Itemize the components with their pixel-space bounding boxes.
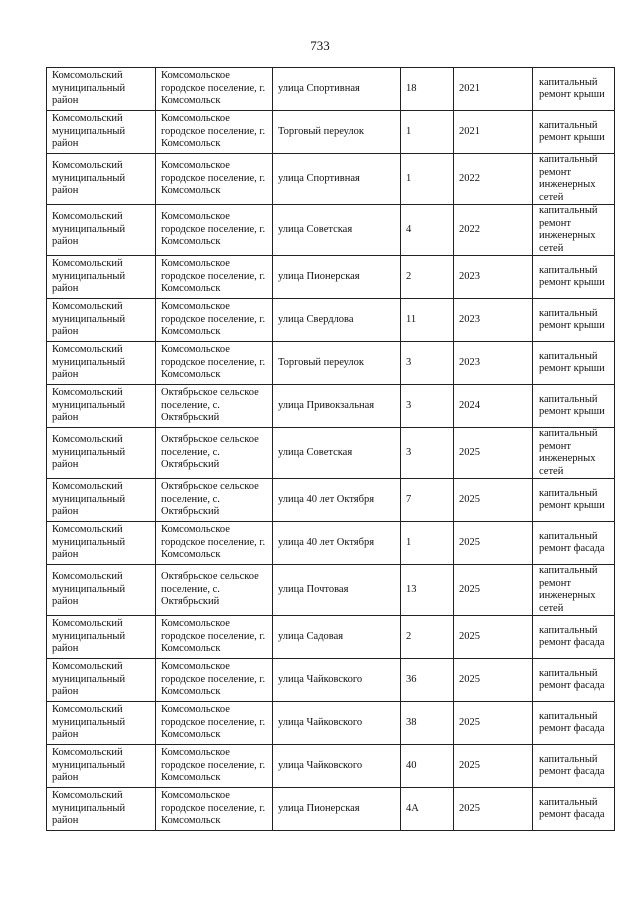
year-cell: 2023 [454, 342, 533, 385]
house-number-cell: 4 [401, 205, 454, 256]
settlement-cell: Комсомольское городское поселение, г. Комсомольск [156, 256, 273, 299]
district-cell: Комсомольский муниципальный район [47, 111, 156, 154]
work-type-cell: капитальный ремонт фасада [533, 702, 615, 745]
year-cell: 2025 [454, 745, 533, 788]
district-cell: Комсомольский муниципальный район [47, 522, 156, 565]
district-cell: Комсомольский муниципальный район [47, 565, 156, 616]
house-number-cell: 2 [401, 616, 454, 659]
street-cell: улица Чайковского [273, 702, 401, 745]
street-cell: улица 40 лет Октября [273, 479, 401, 522]
settlement-cell: Октябрьское сельское поселение, с. Октябрьский [156, 565, 273, 616]
work-type-cell: капитальный ремонт крыши [533, 299, 615, 342]
district-cell: Комсомольский муниципальный район [47, 479, 156, 522]
street-cell: улица Пионерская [273, 256, 401, 299]
table-row [47, 154, 615, 205]
year-cell: 2025 [454, 659, 533, 702]
district-cell: Комсомольский муниципальный район [47, 68, 156, 111]
table-row [47, 788, 615, 831]
street-cell: улица Чайковского [273, 659, 401, 702]
work-type-cell: капитальный ремонт крыши [533, 111, 615, 154]
settlement-cell: Октябрьское сельское поселение, с. Октябрьский [156, 428, 273, 479]
work-type-cell: капитальный ремонт крыши [533, 256, 615, 299]
work-type-cell: капитальный ремонт крыши [533, 479, 615, 522]
district-cell: Комсомольский муниципальный район [47, 616, 156, 659]
street-cell: улица Советская [273, 205, 401, 256]
year-cell: 2025 [454, 428, 533, 479]
year-cell: 2025 [454, 479, 533, 522]
settlement-cell: Комсомольское городское поселение, г. Комсомольск [156, 788, 273, 831]
settlement-cell: Комсомольское городское поселение, г. Комсомольск [156, 68, 273, 111]
work-type-cell: капитальный ремонт фасада [533, 745, 615, 788]
settlement-cell: Комсомольское городское поселение, г. Комсомольск [156, 702, 273, 745]
district-cell: Комсомольский муниципальный район [47, 342, 156, 385]
table-row [47, 565, 615, 616]
housing-repair-table [46, 67, 615, 831]
work-type-cell: капитальный ремонт крыши [533, 68, 615, 111]
work-type-cell: капитальный ремонт крыши [533, 385, 615, 428]
settlement-cell: Комсомольское городское поселение, г. Комсомольск [156, 299, 273, 342]
house-number-cell: 7 [401, 479, 454, 522]
house-number-cell: 13 [401, 565, 454, 616]
settlement-cell: Комсомольское городское поселение, г. Комсомольск [156, 205, 273, 256]
house-number-cell: 36 [401, 659, 454, 702]
work-type-cell: капитальный ремонт инженерных сетей [533, 428, 615, 479]
settlement-cell: Комсомольское городское поселение, г. Комсомольск [156, 522, 273, 565]
settlement-cell: Комсомольское городское поселение, г. Комсомольск [156, 659, 273, 702]
house-number-cell: 1 [401, 111, 454, 154]
table-row [47, 256, 615, 299]
work-type-cell: капитальный ремонт фасада [533, 616, 615, 659]
table-row [47, 702, 615, 745]
work-type-cell: капитальный ремонт инженерных сетей [533, 205, 615, 256]
table-row [47, 299, 615, 342]
house-number-cell: 11 [401, 299, 454, 342]
work-type-cell: капитальный ремонт фасада [533, 788, 615, 831]
year-cell: 2023 [454, 299, 533, 342]
district-cell: Комсомольский муниципальный район [47, 205, 156, 256]
settlement-cell: Октябрьское сельское поселение, с. Октябрьский [156, 479, 273, 522]
house-number-cell: 18 [401, 68, 454, 111]
house-number-cell: 3 [401, 342, 454, 385]
house-number-cell: 40 [401, 745, 454, 788]
street-cell: улица Спортивная [273, 68, 401, 111]
year-cell: 2021 [454, 111, 533, 154]
street-cell: Торговый переулок [273, 111, 401, 154]
house-number-cell: 38 [401, 702, 454, 745]
table-row [47, 659, 615, 702]
table-row [47, 111, 615, 154]
year-cell: 2024 [454, 385, 533, 428]
district-cell: Комсомольский муниципальный район [47, 745, 156, 788]
house-number-cell: 3 [401, 428, 454, 479]
year-cell: 2025 [454, 565, 533, 616]
year-cell: 2021 [454, 68, 533, 111]
table-row [47, 522, 615, 565]
street-cell: улица Привокзальная [273, 385, 401, 428]
table-row [47, 68, 615, 111]
district-cell: Комсомольский муниципальный район [47, 659, 156, 702]
house-number-cell: 3 [401, 385, 454, 428]
year-cell: 2025 [454, 522, 533, 565]
district-cell: Комсомольский муниципальный район [47, 256, 156, 299]
house-number-cell: 1 [401, 522, 454, 565]
house-number-cell: 1 [401, 154, 454, 205]
settlement-cell: Октябрьское сельское поселение, с. Октябрьский [156, 385, 273, 428]
street-cell: Торговый переулок [273, 342, 401, 385]
district-cell: Комсомольский муниципальный район [47, 385, 156, 428]
street-cell: улица Садовая [273, 616, 401, 659]
table-row [47, 342, 615, 385]
table-row [47, 616, 615, 659]
work-type-cell: капитальный ремонт инженерных сетей [533, 565, 615, 616]
work-type-cell: капитальный ремонт инженерных сетей [533, 154, 615, 205]
street-cell: улица Пионерская [273, 788, 401, 831]
table-row [47, 385, 615, 428]
settlement-cell: Комсомольское городское поселение, г. Комсомольск [156, 154, 273, 205]
table-row [47, 745, 615, 788]
house-number-cell: 4А [401, 788, 454, 831]
settlement-cell: Комсомольское городское поселение, г. Комсомольск [156, 745, 273, 788]
street-cell: улица Почтовая [273, 565, 401, 616]
settlement-cell: Комсомольское городское поселение, г. Комсомольск [156, 616, 273, 659]
settlement-cell: Комсомольское городское поселение, г. Комсомольск [156, 342, 273, 385]
work-type-cell: капитальный ремонт крыши [533, 342, 615, 385]
district-cell: Комсомольский муниципальный район [47, 702, 156, 745]
year-cell: 2025 [454, 616, 533, 659]
year-cell: 2025 [454, 702, 533, 745]
district-cell: Комсомольский муниципальный район [47, 428, 156, 479]
year-cell: 2025 [454, 788, 533, 831]
district-cell: Комсомольский муниципальный район [47, 299, 156, 342]
street-cell: улица Советская [273, 428, 401, 479]
street-cell: улица Спортивная [273, 154, 401, 205]
table-row [47, 205, 615, 256]
work-type-cell: капитальный ремонт фасада [533, 659, 615, 702]
work-type-cell: капитальный ремонт фасада [533, 522, 615, 565]
year-cell: 2022 [454, 154, 533, 205]
table-row [47, 428, 615, 479]
table-row [47, 479, 615, 522]
year-cell: 2023 [454, 256, 533, 299]
street-cell: улица Чайковского [273, 745, 401, 788]
house-number-cell: 2 [401, 256, 454, 299]
district-cell: Комсомольский муниципальный район [47, 154, 156, 205]
street-cell: улица Свердлова [273, 299, 401, 342]
street-cell: улица 40 лет Октября [273, 522, 401, 565]
settlement-cell: Комсомольское городское поселение, г. Комсомольск [156, 111, 273, 154]
page-number: 733 [310, 38, 330, 53]
district-cell: Комсомольский муниципальный район [47, 788, 156, 831]
year-cell: 2022 [454, 205, 533, 256]
